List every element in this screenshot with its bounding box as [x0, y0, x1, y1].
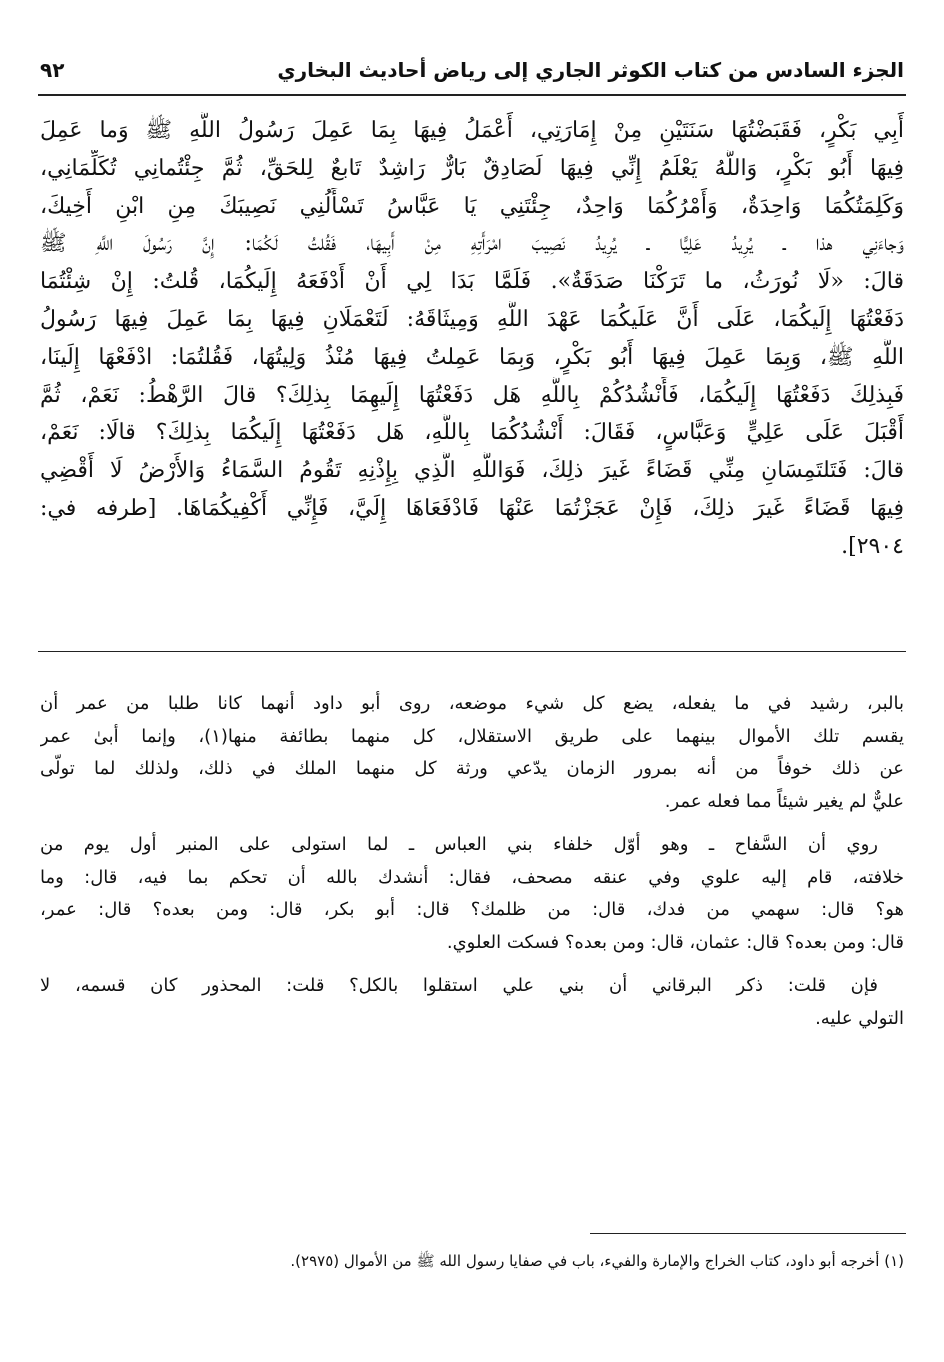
- commentary-line: يقسم تلك الأموال بينهما على طريق الاستقلال، كل منهما بطائفة منها(١)، وإنما أبىٰ عمر: [40, 725, 904, 747]
- commentary-line: قال: ومن بعده؟ قال: عثمان، قال: ومن بعده؟ فسكت العلوي.: [446, 931, 904, 953]
- text-line: أَبِي بَكْرٍ، فَقَبَضْتُهَا سَنَتَيْنِ مِنْ إِمَارَتِي، أَعْمَلُ فِيهَا بِمَا عَمِلَ رَسُولُ اللَّهِ ﷺ وَما عَمِلَ: [40, 118, 904, 143]
- commentary-line: عليٌّ لم يغير شيئاً مما فعله عمر.: [664, 790, 904, 812]
- running-header: [40, 52, 904, 92]
- commentary-line: هو؟ قال: سهمي من فدك، قال: من ظلمك؟ قال: أبو بكر، قال: ومن بعده؟ قال: عمر،: [40, 899, 904, 920]
- hadith-text: [40, 112, 904, 566]
- text-line: فِيهَا أَبُو بَكْرٍ، وَاللَّهُ يَعْلَمُ إِنِّي فِيهَا لَصَادِقٌ بَارٌّ رَاشِدٌ تَابعٌ لِلحَقِّ، ثُمَّ جِئْتُمانِي تُكَلِّمَانِي،: [40, 155, 904, 181]
- text-line: قالَ: «لَا نُورَثُ، ما تَرَكْنَا صَدَقَةٌ». فَلَمَّا بَدَا لِي أَنْ أَدْفَعَهُ إِلَيكُمَا، قُلتُ: إِنْ شِئْتُمَا: [40, 269, 904, 295]
- text-line: أَقْبَلَ عَلَى عَلِيٍّ وَعَبَّاسٍ، فَقَالَ: أَنْشُدُكُمَا بِاللَّهِ، هَل دَفَعْتُهَا إِلَيكُمَا بِذلِكَ؟ قالَا: نَعَمْ،: [40, 420, 904, 446]
- text-line: دَفَعْتُهَا إِلَيكُمَا، عَلَى أَنَّ عَلَيكُمَا عَهْدَ اللَّهِ وَمِيثَاقَهُ: لَتَعْمَلَانِ فِيهَا بِمَا عَمِلَ فِيهَا رَسُولُ: [40, 306, 904, 332]
- text-line: فَبِذلِكَ دَفَعْتُهَا إِلَيكُمَا، فَأَنْشُدُكُمْ بِاللَّهِ هَل دَفَعْتُهَا إِلَيهِمَا بِذلِكَ؟ قالَ الرَّهْطُ: نَعَمْ، ثُمَّ: [40, 382, 904, 408]
- commentary-line: عن ذلك خوفاً من أنه بمرور الزمان يدّعي ورثة كل منهما الملك في ذلك، ولذلك لما تولّى: [40, 758, 904, 779]
- text-line: قالَ: فَتَلتَمِسَانِ مِنِّي قَضَاءً غَيرَ ذلِكَ، فَوَاللَّهِ الَّذِي بِإِذْنِهِ تَقُومُ السَّمَاءُ وَالأَرْضُ لَا أَقْضِي: [40, 458, 904, 484]
- text-line: وَجاءَنِي هذا ـ يُرِيدُ عَلِيًّا ـ يُرِيدُ نَصِيبَ امْرَأَتِهِ مِنْ أَبِيهَا، فَقُلتُ لَكُمَا: إِنَّ رَسُولَ اللَّهِ ﷺ: [40, 231, 904, 257]
- header-title: الجزء السادس من كتاب الكوثر الجاري إلى رياض أحاديث البخاري: [277, 58, 904, 82]
- commentary-line: فإن قلت: ذكر البرقاني أن بني علي استقلوا بالكل؟ قلت: المحذور كان قسمه، لا: [40, 975, 878, 996]
- commentary-line: خلافته، قام إليه علوي وفي عنقه مصحف، فقال: أنشدك بالله أن تحكم بما فيه، قال: وما: [40, 866, 904, 888]
- text-line: وَكَلِمَتُكُمَا وَاحِدَةٌ، وَأَمْرُكُمَا وَاحِدٌ، جِئْتَنِي يَا عَبَّاسُ تَسْأَلُنِي نَصِيبَكَ مِنِ ابْنِ أَخِيكَ،: [40, 193, 904, 219]
- commentary-line: بالبر، رشيد في ما يفعله، يضع كل شيء موضعه، روى أبو داود أنهما كانا طلبا من عمر أن: [40, 693, 904, 714]
- commentary-line: التولي عليه.: [815, 1007, 904, 1029]
- text-line: اللَّهِ ﷺ، وَبِمَا عَمِلَ فِيهَا أَبُو بَكْرٍ، وَبِمَا عَمِلتُ فِيهَا مُنْذُ وَلِيتُهَا، فَقُلتُمَا: ادْفَعْهَا إِلَينَا،: [40, 344, 904, 370]
- cross-reference: ٢٩٠٤].: [841, 533, 904, 559]
- text-line: فِيهَا قَضَاءً غَيرَ ذلِكَ، فَإِنْ عَجَزْتُمَا عَنْهَا فَادْفَعَاهَا إِلَيَّ، فَإِنِّي أَكْفِيكُمَاهَا. [طرفه في:: [40, 495, 904, 521]
- page-number: ٩٢: [40, 58, 65, 82]
- commentary: [40, 688, 904, 1035]
- header-rule: [38, 94, 906, 96]
- section-rule: [38, 651, 906, 652]
- footnote: (١) أخرجه أبو داود، كتاب الخراج والإمارة والفيء، باب في صفايا رسول الله ﷺ من الأموال (٢٩٧٥).: [290, 1252, 904, 1270]
- commentary-line: روي أن السَّفاح ـ وهو أوّل خلفاء بني العباس ـ لما استولى على المنبر أول يوم من: [40, 834, 878, 855]
- footnote-rule: [590, 1233, 906, 1234]
